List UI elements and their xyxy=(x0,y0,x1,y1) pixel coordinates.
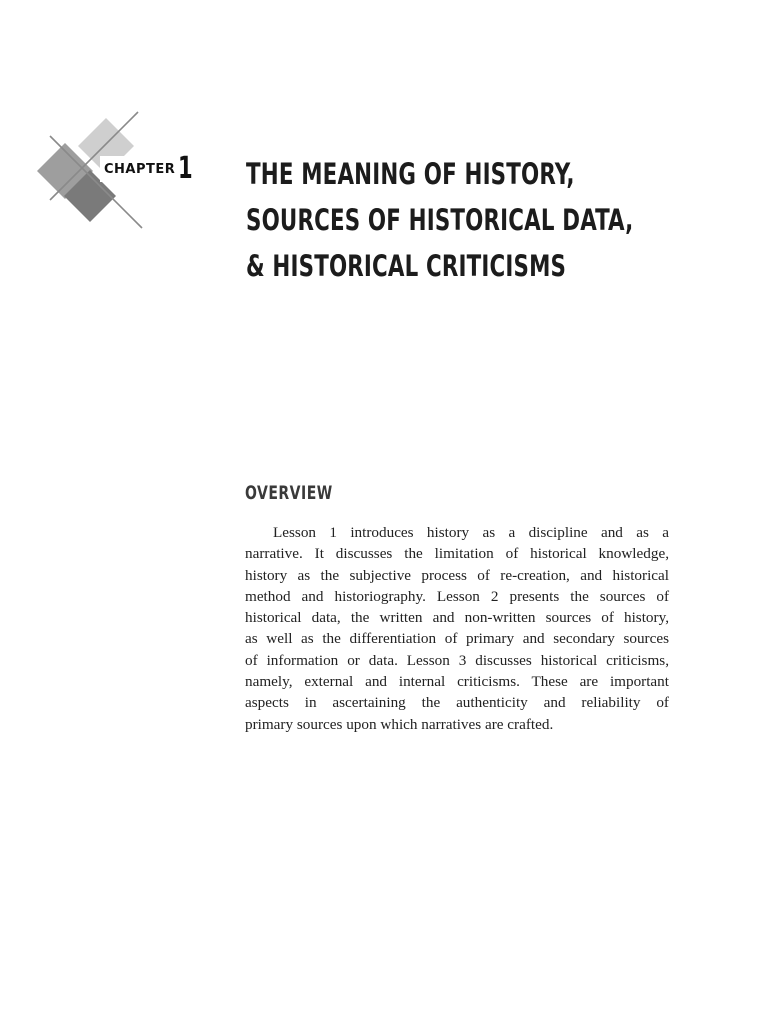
chapter-label: CHAPTER xyxy=(104,162,176,177)
overview-line: method and historiography. Lesson 2 presents the sources of xyxy=(245,587,669,605)
chapter-title-line-1: THE MEANING OF HISTORY, xyxy=(246,157,575,191)
overview-paragraph xyxy=(245,522,669,735)
overview-line: narrative. It discusses the limitation of historical knowledge, xyxy=(245,545,669,563)
chapter-title-line-2: SOURCES OF HISTORICAL DATA, xyxy=(246,203,634,237)
overview-line: history as the subjective process of re-creation, and historical xyxy=(245,566,669,584)
overview-line: Lesson 1 introduces history as a discipline and as a xyxy=(273,524,669,541)
overview-line: namely, external and internal criticisms. These are important xyxy=(245,673,669,691)
overview-line: as well as the differentiation of primary and secondary sources xyxy=(245,630,669,648)
overview-heading: OVERVIEW xyxy=(245,482,333,504)
overview-line: historical data, the written and non-written sources of history, xyxy=(245,609,669,627)
overview-line: of information or data. Lesson 3 discusses historical criticisms, xyxy=(245,651,669,669)
chapter-title xyxy=(246,151,633,289)
overview-line: aspects in ascertaining the authenticity and reliability of xyxy=(245,694,669,712)
overview-line: primary sources upon which narratives are crafted. xyxy=(245,715,554,733)
chapter-number: 1 xyxy=(178,151,193,186)
chapter-title-line-3: & HISTORICAL CRITICISMS xyxy=(246,249,567,283)
